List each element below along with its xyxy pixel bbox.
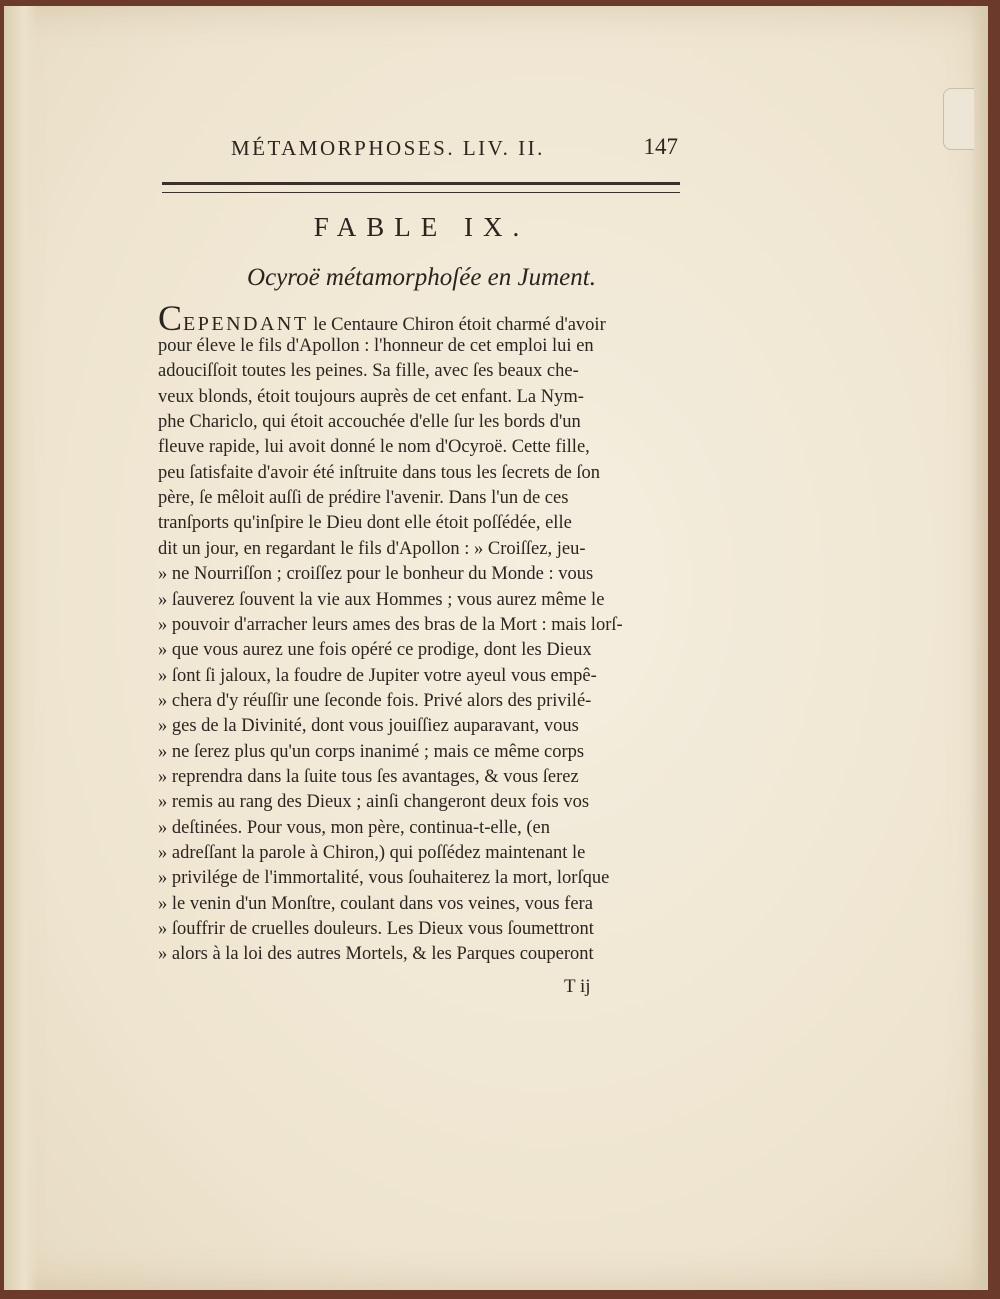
text-line-25: » ſouffrir de cruelles douleurs. Les Dieux vous ſoumettront — [158, 919, 594, 940]
text-line-23: » privilége de l'immortalité, vous ſouhaiterez la mort, lorſque — [158, 868, 610, 889]
text-line-13: » pouvoir d'arracher leurs ames des bras de la Mort : mais lorſ- — [158, 614, 623, 635]
text-line-3: adouciſſoit toutes les peines. Sa fille, avec ſes beaux che- — [158, 361, 579, 382]
text-line-1 — [158, 298, 606, 338]
running-head — [154, 134, 684, 168]
opening-line-rest: le Centaure Chiron étoit charmé d'avoir — [308, 315, 606, 335]
running-head-title: MÉTAMORPHOSES. LIV. II. — [231, 136, 545, 160]
page-tab-marker — [943, 88, 974, 150]
page-edge — [970, 6, 988, 1290]
page-gutter-shadow — [4, 6, 38, 1290]
text-line-20: » remis au rang des Dieux ; ainſi changeront deux fois vos — [158, 792, 590, 813]
fable-title: FABLE IX. — [313, 212, 530, 242]
fable-subtitle: Ocyroë métamorphoſée en Jument. — [247, 264, 596, 291]
text-line-16: » chera d'y réuſſir une ſeconde fois. Privé alors des privilé- — [158, 690, 592, 711]
page-number: 147 — [643, 134, 678, 159]
text-line-7: peu ſatisfaite d'avoir été inſtruite dans tous les ſecrets de ſon — [158, 462, 601, 483]
text-line-11: » ne Nourriſſon ; croiſſez pour le bonheur du Monde : vous — [158, 564, 594, 585]
text-line-12: » ſauverez ſouvent la vie aux Hommes ; vous aurez même le — [158, 589, 605, 610]
drop-cap: C — [158, 298, 184, 338]
text-line-2: pour éleve le fils d'Apollon : l'honneur de cet emploi lui en — [158, 336, 594, 356]
text-line-24: » le venin d'un Monſtre, coulant dans vos veines, vous fera — [158, 893, 593, 914]
book-page — [4, 6, 988, 1290]
text-line-22: » adreſſant la parole à Chiron,) qui poſſédez maintenant le — [158, 843, 586, 863]
header-rule — [162, 182, 680, 193]
text-line-6: fleuve rapide, lui avoit donné le nom d'Ocyroë. Cette fille, — [158, 437, 590, 458]
text-line-8: père, ſe mêloit auſſi de prédire l'avenir. Dans l'un de ces — [158, 488, 569, 509]
text-line-15: » ſont ſi jaloux, la foudre de Jupiter votre ayeul vous empê- — [158, 665, 597, 686]
text-line-4: veux blonds, étoit toujours auprès de cet enfant. La Nym- — [158, 386, 584, 407]
opening-small-caps: EPENDANT — [183, 313, 309, 335]
signature-mark: T ij — [564, 976, 591, 997]
text-line-18: » ne ſerez plus qu'un corps inanimé ; mais ce même corps — [158, 741, 585, 762]
text-line-21: » deſtinées. Pour vous, mon père, continua-t-elle, (en — [158, 817, 550, 838]
text-line-5: phe Chariclo, qui étoit accouchée d'elle ſur les bords d'un — [158, 412, 581, 433]
text-line-9: tranſports qu'inſpire le Dieu dont elle étoit poſſédée, elle — [158, 513, 572, 534]
text-line-10: dit un jour, en regardant le fils d'Apollon : » Croiſſez, jeu- — [158, 538, 586, 559]
text-line-26: » alors à la loi des autres Mortels, & les Parques couperont — [158, 944, 594, 965]
text-line-14: » que vous aurez une fois opéré ce prodige, dont les Dieux — [158, 640, 592, 661]
text-line-17: » ges de la Divinité, dont vous jouiſſiez auparavant, vous — [158, 716, 579, 737]
text-line-19: » reprendra dans la ſuite tous ſes avantages, & vous ſerez — [158, 766, 579, 787]
